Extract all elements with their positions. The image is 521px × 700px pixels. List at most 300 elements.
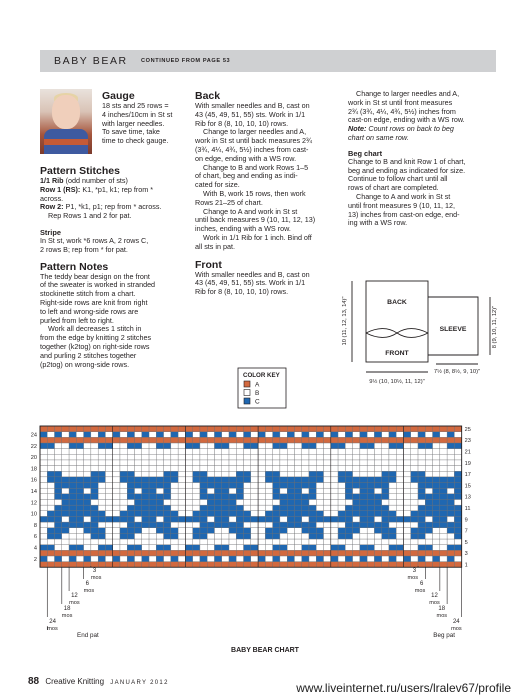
- chart-cell: [338, 437, 345, 443]
- chart-cell: [105, 437, 112, 443]
- chart-cell: [135, 528, 142, 534]
- chart-cell: [374, 437, 381, 443]
- chart-cell: [236, 562, 243, 568]
- chart-cell: [404, 483, 411, 489]
- chart-cell: [367, 443, 374, 449]
- chart-cell: [214, 466, 221, 472]
- chart-cell: [127, 437, 134, 443]
- chart-cell: [273, 460, 280, 466]
- chart-cell: [302, 522, 309, 528]
- chart-cell: [98, 460, 105, 466]
- chart-cell: [433, 477, 440, 483]
- chart-cell: [360, 528, 367, 534]
- chart-cell: [76, 460, 83, 466]
- chart-cell: [142, 483, 149, 489]
- chart-cell: [251, 437, 258, 443]
- chart-cell: [425, 460, 432, 466]
- chart-cell: [178, 483, 185, 489]
- chart-cell: [258, 528, 265, 534]
- chart-cell: [222, 516, 229, 522]
- chart-cell: [433, 550, 440, 556]
- chart-cell: [389, 477, 396, 483]
- chart-cell: [127, 511, 134, 517]
- chart-cell: [309, 460, 316, 466]
- chart-cell: [214, 471, 221, 477]
- chart-cell: [411, 539, 418, 545]
- bottom-dimension: 9½ (10, 10½, 11, 12)": [369, 379, 425, 385]
- chart-cell: [360, 539, 367, 545]
- beg-line: ing with a WS row.: [348, 218, 408, 228]
- header-title: BABY BEAR: [54, 55, 128, 67]
- chart-cell: [316, 449, 323, 455]
- chart-cell: [374, 505, 381, 511]
- chart-cell: [454, 556, 461, 562]
- chart-cell: [411, 449, 418, 455]
- chart-cell: [360, 511, 367, 517]
- chart-cell: [185, 437, 192, 443]
- chart-cell: [353, 539, 360, 545]
- notes-line: from the edge by knitting 2 stitches: [40, 333, 152, 343]
- chart-cell: [156, 449, 163, 455]
- chart-cell: [331, 477, 338, 483]
- chart-cell: [367, 533, 374, 539]
- chart-cell: [374, 460, 381, 466]
- chart-cell: [185, 466, 192, 472]
- chart-cell: [454, 494, 461, 500]
- chart-cell: [156, 454, 163, 460]
- chart-cell: [229, 562, 236, 568]
- row2-text: P1, *k1, p1; rep from * across.: [63, 202, 162, 212]
- chart-cell: [142, 522, 149, 528]
- chart-cell: [98, 483, 105, 489]
- chart-cell: [84, 562, 91, 568]
- chart-cell: [324, 494, 331, 500]
- chart-cell: [214, 562, 221, 568]
- chart-cell: [316, 454, 323, 460]
- chart-cell: [84, 516, 91, 522]
- chart-cell: [258, 550, 265, 556]
- chart-cell: [440, 556, 447, 562]
- chart-cell: [105, 522, 112, 528]
- chart-cell: [193, 556, 200, 562]
- chart-cell: [454, 454, 461, 460]
- chart-cell: [98, 494, 105, 500]
- chart-cell: [244, 550, 251, 556]
- chart-cell: [200, 522, 207, 528]
- size-mos: mos: [83, 588, 95, 594]
- chart-cell: [207, 471, 214, 477]
- magazine-name: Creative Knitting: [45, 677, 105, 686]
- back-line: (3¾, 4¼, 4¾, 5½) inches from cast-: [195, 144, 309, 154]
- row1-label: Row 1 (RS):: [40, 184, 81, 194]
- chart-cell: [265, 533, 272, 539]
- chart-cell: [236, 437, 243, 443]
- chart-cell: [200, 556, 207, 562]
- chart-cell: [127, 426, 134, 432]
- chart-cell: [396, 432, 403, 438]
- chart-cell: [418, 550, 425, 556]
- chart-cell: [425, 432, 432, 438]
- chart-cell: [62, 505, 69, 511]
- chart-cell: [338, 545, 345, 551]
- chart-cell: [69, 488, 76, 494]
- chart-cell: [164, 449, 171, 455]
- chart-cell: [273, 516, 280, 522]
- chart-cell: [302, 437, 309, 443]
- chart-cell: [316, 516, 323, 522]
- row-number-right: 11: [464, 505, 471, 512]
- chart-cell: [324, 471, 331, 477]
- chart-cell: [40, 539, 47, 545]
- chart-cell: [236, 454, 243, 460]
- chart-cell: [62, 477, 69, 483]
- chart-cell: [353, 556, 360, 562]
- chart-cell: [113, 494, 120, 500]
- chart-cell: [222, 483, 229, 489]
- beg-line: 13) inches from cast-on edge, end-: [348, 209, 460, 219]
- chart-cell: [360, 471, 367, 477]
- chart-cell: [440, 516, 447, 522]
- chart-cell: [404, 556, 411, 562]
- chart-cell: [236, 443, 243, 449]
- chart-cell: [353, 426, 360, 432]
- chart-cell: [302, 460, 309, 466]
- chart-cell: [440, 550, 447, 556]
- chart-cell: [338, 449, 345, 455]
- chart-cell: [214, 556, 221, 562]
- chart-cell: [120, 460, 127, 466]
- chart-cell: [105, 449, 112, 455]
- chart-cell: [273, 499, 280, 505]
- chart-cell: [345, 426, 352, 432]
- chart-cell: [331, 494, 338, 500]
- chart-cell: [338, 494, 345, 500]
- chart-cell: [55, 516, 62, 522]
- chart-cell: [98, 443, 105, 449]
- chart-cell: [178, 516, 185, 522]
- chart-cell: [55, 437, 62, 443]
- chart-cell: [229, 483, 236, 489]
- chart-cell: [251, 539, 258, 545]
- chart-cell: [331, 539, 338, 545]
- chart-cell: [411, 477, 418, 483]
- chart-cell: [425, 522, 432, 528]
- chart-cell: [353, 454, 360, 460]
- chart-cell: [316, 437, 323, 443]
- chart-cell: [171, 522, 178, 528]
- chart-cell: [294, 466, 301, 472]
- chart-cell: [120, 471, 127, 477]
- chart-cell: [229, 511, 236, 517]
- chart-cell: [440, 483, 447, 489]
- chart-cell: [382, 539, 389, 545]
- chart-cell: [294, 437, 301, 443]
- chart-cell: [411, 488, 418, 494]
- chart-cell: [127, 545, 134, 551]
- front-line: Rib for 8 (8, 10, 10, 10) rows.: [195, 287, 289, 297]
- chart-cell: [55, 471, 62, 477]
- chart-cell: [91, 533, 98, 539]
- chart-cell: [316, 556, 323, 562]
- row-number-right: 15: [464, 483, 471, 490]
- chart-cell: [91, 477, 98, 483]
- chart-cell: [69, 499, 76, 505]
- chart-cell: [324, 516, 331, 522]
- chart-cell: [447, 494, 454, 500]
- chart-cell: [440, 494, 447, 500]
- chart-cell: [411, 528, 418, 534]
- chart-cell: [251, 499, 258, 505]
- chart-cell: [425, 466, 432, 472]
- chart-cell: [338, 550, 345, 556]
- chart-cell: [353, 545, 360, 551]
- chart-cell: [374, 545, 381, 551]
- chart-cell: [309, 539, 316, 545]
- chart-cell: [127, 562, 134, 568]
- chart-cell: [47, 516, 54, 522]
- chart-cell: [236, 477, 243, 483]
- chart-cell: [287, 454, 294, 460]
- size-mos: mos: [69, 600, 80, 606]
- chart-cell: [222, 545, 229, 551]
- chart-cell: [113, 556, 120, 562]
- chart-cell: [353, 466, 360, 472]
- chart-cell: [389, 539, 396, 545]
- chart-cell: [345, 460, 352, 466]
- chart-cell: [55, 545, 62, 551]
- chart-cell: [55, 466, 62, 472]
- chart-cell: [156, 550, 163, 556]
- chart-cell: [338, 511, 345, 517]
- chart-cell: [251, 432, 258, 438]
- chart-cell: [411, 556, 418, 562]
- chart-cell: [244, 432, 251, 438]
- row-number-left: 4: [33, 545, 37, 552]
- chart-cell: [207, 562, 214, 568]
- chart-cell: [156, 545, 163, 551]
- chart-cell: [120, 426, 127, 432]
- chart-cell: [244, 562, 251, 568]
- chart-cell: [142, 562, 149, 568]
- chart-cell: [374, 494, 381, 500]
- chart-cell: [236, 511, 243, 517]
- row1-cont: across.: [40, 193, 64, 203]
- chart-cell: [302, 545, 309, 551]
- chart-cell: [404, 449, 411, 455]
- chart-cell: [200, 483, 207, 489]
- chart-cell: [287, 449, 294, 455]
- gauge-line: To save time, take: [102, 127, 160, 137]
- chart-cell: [171, 539, 178, 545]
- chart-cell: [389, 488, 396, 494]
- repeat-text: Rep Rows 1 and 2 for pat.: [48, 211, 132, 221]
- gauge-line: with larger needles.: [102, 118, 165, 128]
- chart-cell: [418, 556, 425, 562]
- chart-cell: [222, 488, 229, 494]
- chart-cell: [47, 426, 54, 432]
- chart-cell: [84, 477, 91, 483]
- chart-cell: [127, 454, 134, 460]
- chart-cell: [142, 454, 149, 460]
- chart-cell: [193, 511, 200, 517]
- chart-cell: [251, 443, 258, 449]
- chart-cell: [433, 426, 440, 432]
- chart-cell: [454, 466, 461, 472]
- chart-cell: [251, 471, 258, 477]
- chart-cell: [214, 426, 221, 432]
- chart-cell: [287, 460, 294, 466]
- chart-cell: [222, 426, 229, 432]
- chart-cell: [105, 426, 112, 432]
- chart-cell: [98, 528, 105, 534]
- chart-cell: [404, 528, 411, 534]
- back-line: inches, ending with a WS row.: [195, 224, 291, 234]
- stripe-heading: Stripe: [40, 227, 61, 237]
- chart-cell: [178, 528, 185, 534]
- row-number-right: 19: [464, 460, 471, 467]
- chart-cell: [47, 511, 54, 517]
- chart-cell: [345, 471, 352, 477]
- chart-cell: [309, 494, 316, 500]
- row-number-right: 25: [464, 426, 471, 433]
- chart-cell: [367, 505, 374, 511]
- chart-cell: [331, 499, 338, 505]
- chart-cell: [185, 511, 192, 517]
- chart-cell: [316, 488, 323, 494]
- chart-cell: [149, 522, 156, 528]
- chart-cell: [91, 443, 98, 449]
- chart-cell: [185, 454, 192, 460]
- chart-cell: [47, 562, 54, 568]
- row-number-left: 2: [33, 556, 37, 563]
- chart-cell: [425, 483, 432, 489]
- chart-cell: [338, 556, 345, 562]
- chart-cell: [62, 528, 69, 534]
- chart-cell: [164, 488, 171, 494]
- chart-cell: [244, 437, 251, 443]
- chart-cell: [236, 522, 243, 528]
- size-mos: mos: [429, 600, 440, 606]
- chart-cell: [40, 562, 47, 568]
- chart-cell: [200, 511, 207, 517]
- stripe-line: 2 rows B; rep from * for pat.: [40, 244, 128, 254]
- chart-cell: [127, 533, 134, 539]
- chart-cell: [353, 494, 360, 500]
- chart-cell: [164, 562, 171, 568]
- chart-cell: [425, 437, 432, 443]
- chart-cell: [62, 437, 69, 443]
- chart-cell: [294, 545, 301, 551]
- chart-cell: [280, 505, 287, 511]
- chart-cell: [316, 477, 323, 483]
- chart-cell: [316, 528, 323, 534]
- chart-cell: [360, 466, 367, 472]
- chart-cell: [244, 449, 251, 455]
- chart-cell: [113, 437, 120, 443]
- chart-cell: [287, 494, 294, 500]
- chart-cell: [127, 466, 134, 472]
- chart-cell: [69, 443, 76, 449]
- chart-cell: [127, 550, 134, 556]
- chart-cell: [55, 426, 62, 432]
- chart-cell: [440, 505, 447, 511]
- chart-cell: [389, 466, 396, 472]
- chart-cell: [418, 511, 425, 517]
- chart-cell: [258, 432, 265, 438]
- chart-cell: [207, 505, 214, 511]
- chart-cell: [440, 477, 447, 483]
- chart-cell: [396, 556, 403, 562]
- chart-cell: [244, 505, 251, 511]
- size-number: 18: [438, 606, 446, 612]
- chart-cell: [149, 466, 156, 472]
- chart-cell: [113, 499, 120, 505]
- chart-cell: [214, 505, 221, 511]
- chart-cell: [156, 471, 163, 477]
- chart-cell: [294, 562, 301, 568]
- chart-cell: [396, 550, 403, 556]
- chart-cell: [164, 426, 171, 432]
- chart-cell: [76, 449, 83, 455]
- chart-cell: [135, 483, 142, 489]
- chart-cell: [40, 499, 47, 505]
- chart-cell: [84, 449, 91, 455]
- chart-cell: [62, 550, 69, 556]
- chart-cell: [382, 488, 389, 494]
- chart-cell: [425, 494, 432, 500]
- chart-cell: [338, 539, 345, 545]
- row-number-left: 6: [33, 534, 37, 541]
- chart-cell: [389, 454, 396, 460]
- chart-cell: [47, 466, 54, 472]
- chart-cell: [418, 499, 425, 505]
- chart-cell: [164, 499, 171, 505]
- chart-cell: [171, 505, 178, 511]
- chart-cell: [345, 505, 352, 511]
- chart-cell: [113, 505, 120, 511]
- chart-cell: [345, 437, 352, 443]
- chart-cell: [345, 432, 352, 438]
- chart-cell: [367, 511, 374, 517]
- chart-cell: [389, 545, 396, 551]
- chart-cell: [280, 511, 287, 517]
- chart-cell: [127, 494, 134, 500]
- chart-cell: [113, 432, 120, 438]
- chart-cell: [229, 516, 236, 522]
- chart-cell: [404, 443, 411, 449]
- chart-cell: [229, 556, 236, 562]
- chart-cell: [149, 483, 156, 489]
- chart-cell: [47, 494, 54, 500]
- chart-cell: [280, 432, 287, 438]
- chart-cell: [345, 488, 352, 494]
- chart-cell: [113, 449, 120, 455]
- chart-cell: [454, 471, 461, 477]
- chart-cell: [265, 454, 272, 460]
- chart-cell: [229, 533, 236, 539]
- chart-cell: [55, 432, 62, 438]
- chart-cell: [55, 556, 62, 562]
- chart-cell: [302, 432, 309, 438]
- chart-cell: [120, 449, 127, 455]
- chart-cell: [345, 449, 352, 455]
- chart-cell: [236, 556, 243, 562]
- chart-cell: [258, 494, 265, 500]
- chart-cell: [273, 533, 280, 539]
- chart-cell: [367, 562, 374, 568]
- chart-cell: [185, 460, 192, 466]
- color-key-title: COLOR KEY: [243, 372, 280, 379]
